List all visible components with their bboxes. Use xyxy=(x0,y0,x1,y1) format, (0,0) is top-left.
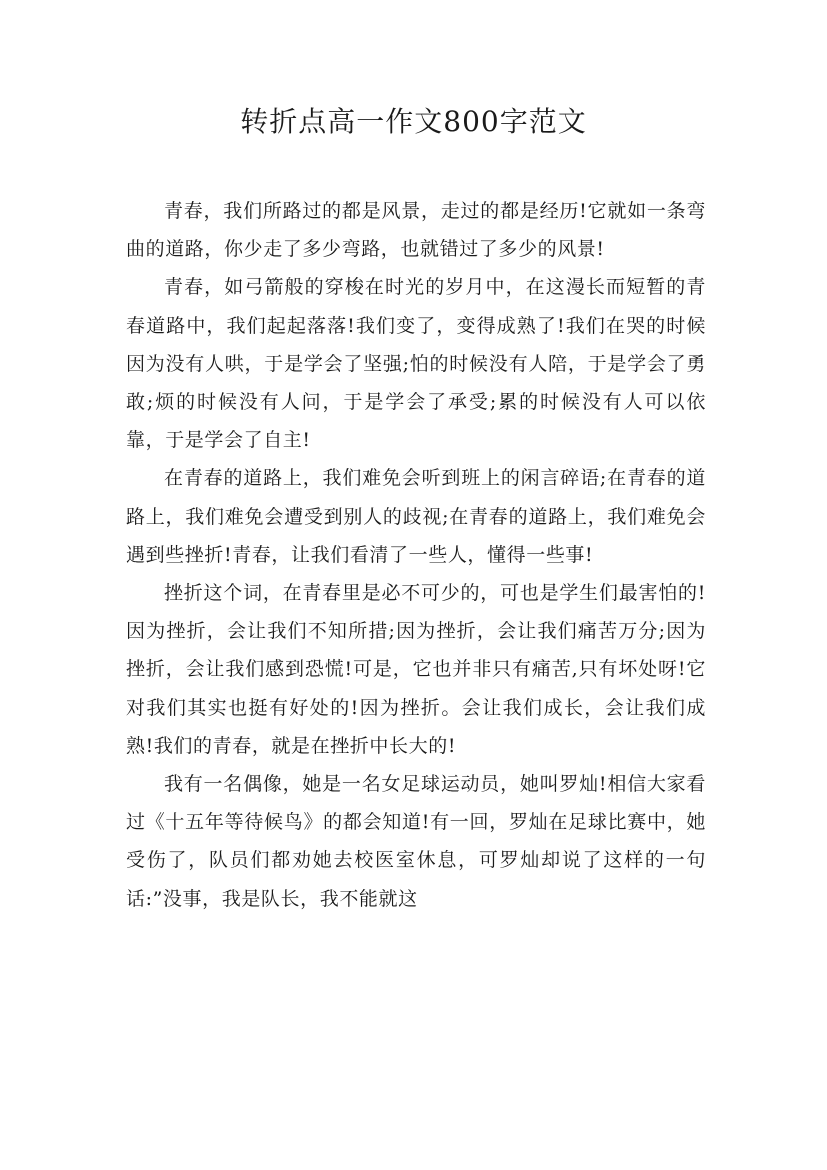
paragraph-3: 在青春的道路上，我们难免会听到班上的闲言碎语;在青春的道路上，我们难免会遭受到别人的歧视;在青春的道路上，我们难免会遇到些挫折!青春，让我们看清了一些人，懂得一些事! xyxy=(126,467,706,566)
document-title: 转折点高一作文800字范文 xyxy=(240,105,587,138)
paragraph-1: 青春，我们所路过的都是风景，走过的都是经历!它就如一条弯曲的道路，你少走了多少弯路，也就错过了多少的风景! xyxy=(126,200,706,261)
document-body xyxy=(126,192,706,918)
paragraph-2: 青春，如弓箭般的穿梭在时光的岁月中，在这漫长而短暂的青春道路中，我们起起落落!我们变了，变得成熟了!我们在哭的时候因为没有人哄，于是学会了坚强;怕的时候没有人陪，于是学会了勇敢;烦的时候没有人问，于是学会了承受;累的时候没有人可以依靠，于是学会了自主! xyxy=(126,276,706,452)
paragraph-5: 我有一名偶像，她是一名女足球运动员，她叫罗灿!相信大家看过《十五年等待候鸟》的都会知道!有一回，罗灿在足球比赛中，她受伤了，队员们都劝她去校医室休息，可罗灿却说了这样的一句话:”没事，我是队长，我不能就这 xyxy=(126,773,706,910)
paragraph-4: 挫折这个词，在青春里是必不可少的，可也是学生们最害怕的!因为挫折，会让我们不知所措;因为挫折，会让我们痛苦万分;因为挫折，会让我们感到恐慌!可是，它也并非只有痛苦,只有坏处呀!它对我们其实也挺有好处的!因为挫折。会让我们成长，会让我们成熟!我们的青春，就是在挫折中长大的! xyxy=(126,582,706,757)
